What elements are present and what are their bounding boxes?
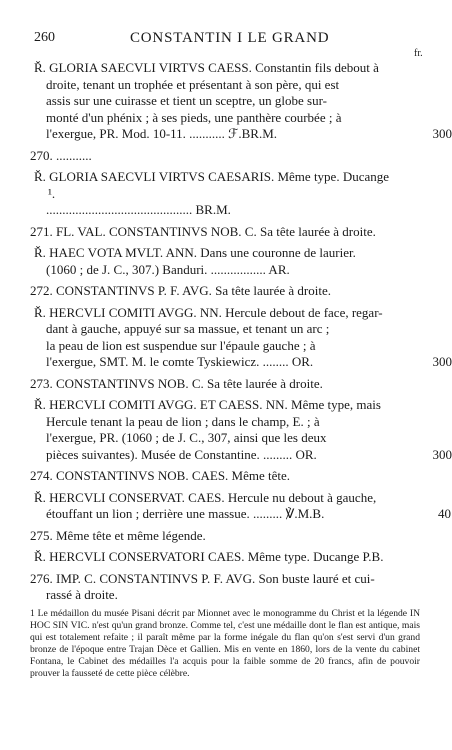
entry-line: 272. CONSTANTINVS P. F. AVG. Sa tête laurée à droite. xyxy=(30,283,331,298)
entry-line: l'exergue, SMT. M. le comte Tyskiewicz. ........ OR. 300 xyxy=(46,354,452,369)
entry-line: Hercule tenant la peau de lion ; dans le champ, E. ; à xyxy=(46,413,320,429)
catalogue-entry xyxy=(30,571,396,604)
catalogue-entry xyxy=(30,245,396,278)
entry-line: 271. FL. VAL. CONSTANTINVS NOB. C. Sa tête laurée à droite. xyxy=(30,223,376,239)
entry-line: dant à gauche, appuyé sur sa massue, et tenant un arc ; xyxy=(46,321,330,336)
catalogue-entry xyxy=(30,468,396,485)
entry-line: Ř. HAEC VOTA MVLT. ANN. Dans une couronne de laurier. xyxy=(34,245,356,260)
catalogue-entries xyxy=(30,60,452,609)
entry-line: Ř. HERCVLI COMITI AVGG. NN. Hercule debout de face, regar- xyxy=(34,304,383,320)
page-number: 260 xyxy=(34,30,55,45)
entry-line: étouffant un lion ; derrière une massue. ......... ℣.M.B. 40 xyxy=(46,506,451,521)
entry-line: ............................................. BR.M. xyxy=(46,202,231,217)
entry-line: l'exergue, PR. (1060 ; de J. C., 307, ainsi que les deux xyxy=(46,430,327,445)
entry-line: 276. IMP. C. CONSTANTINVS P. F. AVG. Son buste lauré et cui- xyxy=(30,570,375,586)
entry-line: 270. ........... xyxy=(30,147,92,163)
catalogue-entry xyxy=(30,528,396,545)
entry-line: l'exergue, PR. Mod. 10-11. ........... ℱ.BR.M. 300 xyxy=(46,126,452,141)
catalogue-entry xyxy=(30,224,396,241)
catalogue-entry xyxy=(30,169,396,219)
entry-line: (1060 ; de J. C., 307.) Banduri. ................. AR. xyxy=(46,261,290,277)
catalogue-entry xyxy=(30,148,396,165)
footnote: 1 Le médaillon du musée Pisani décrit par Mionnet avec le monogramme du Christ et la légende IN HOC SIN VIC. n'est qu'un grand bronze. Comme tel, c'est une médaille dont le flan est antique, mais qui est totalement refaite ; il paraît même par la forme inégale du flan qu'on s'est servi d'un grand bronze de l'époque entre Trajan Dèce et Gallien. Mis en vente en 1860, lors de la vente du cabinet Fontana, le Cabinet des médailles l'a acquis pour la faible somme de 20 francs, afin de pouvoir prouver la fausseté de cette pièce célèbre. xyxy=(30,608,420,679)
entry-line: assis sur une cuirasse et tient un sceptre, un globe sur- xyxy=(46,93,327,108)
entry-line: Ř. HERCVLI COMITI AVGG. ET CAESS. NN. Même type, mais xyxy=(34,397,381,412)
catalogue-entry xyxy=(30,60,452,143)
entry-line: pièces suivantes). Musée de Constantine. ......... OR. 300 xyxy=(46,446,452,462)
catalogue-entry xyxy=(30,549,396,566)
entry-line: la peau de lion est suspendue sur l'épaule gauche ; à xyxy=(46,337,316,353)
price-value: 300 xyxy=(432,354,452,369)
price-value: 300 xyxy=(432,126,452,141)
catalogue-entry xyxy=(30,397,452,463)
running-header xyxy=(0,30,446,59)
catalogue-entry xyxy=(30,283,396,300)
entry-line: 273. CONSTANTINVS NOB. C. Sa tête laurée à droite. xyxy=(30,375,323,391)
entry-line: monté d'un phénix ; à ses pieds, une panthère courbée ; à xyxy=(46,109,342,125)
entry-line: Ř. HERCVLI CONSERVAT. CAES. Hercule nu debout à gauche, xyxy=(34,489,377,505)
entry-line: 274. CONSTANTINVS NOB. CAES. Même tête. xyxy=(30,468,291,483)
currency-label: fr. xyxy=(414,48,423,59)
page-title: CONSTANTIN I LE GRAND xyxy=(130,30,330,46)
catalogue-entry xyxy=(30,489,451,523)
entry-line: Ř. GLORIA SAECVLI VIRTVS CAESS. Constantin fils debout à xyxy=(34,60,379,75)
catalogue-entry xyxy=(30,376,396,393)
entry-line: rassé à droite. xyxy=(46,587,118,602)
catalogue-entry xyxy=(30,304,452,371)
entry-line: Ř. HERCVLI CONSERVATORI CAES. Même type. Ducange P.B. xyxy=(34,549,384,564)
entry-line: 275. Même tête et même légende. xyxy=(30,527,206,543)
entry-line: droite, tenant un trophée et présentant à son père, qui est xyxy=(46,76,340,92)
price-value: 300 xyxy=(432,446,452,462)
entry-line: Ř. GLORIA SAECVLI VIRTVS CAESARIS. Même type. Ducange ¹. xyxy=(34,169,390,201)
